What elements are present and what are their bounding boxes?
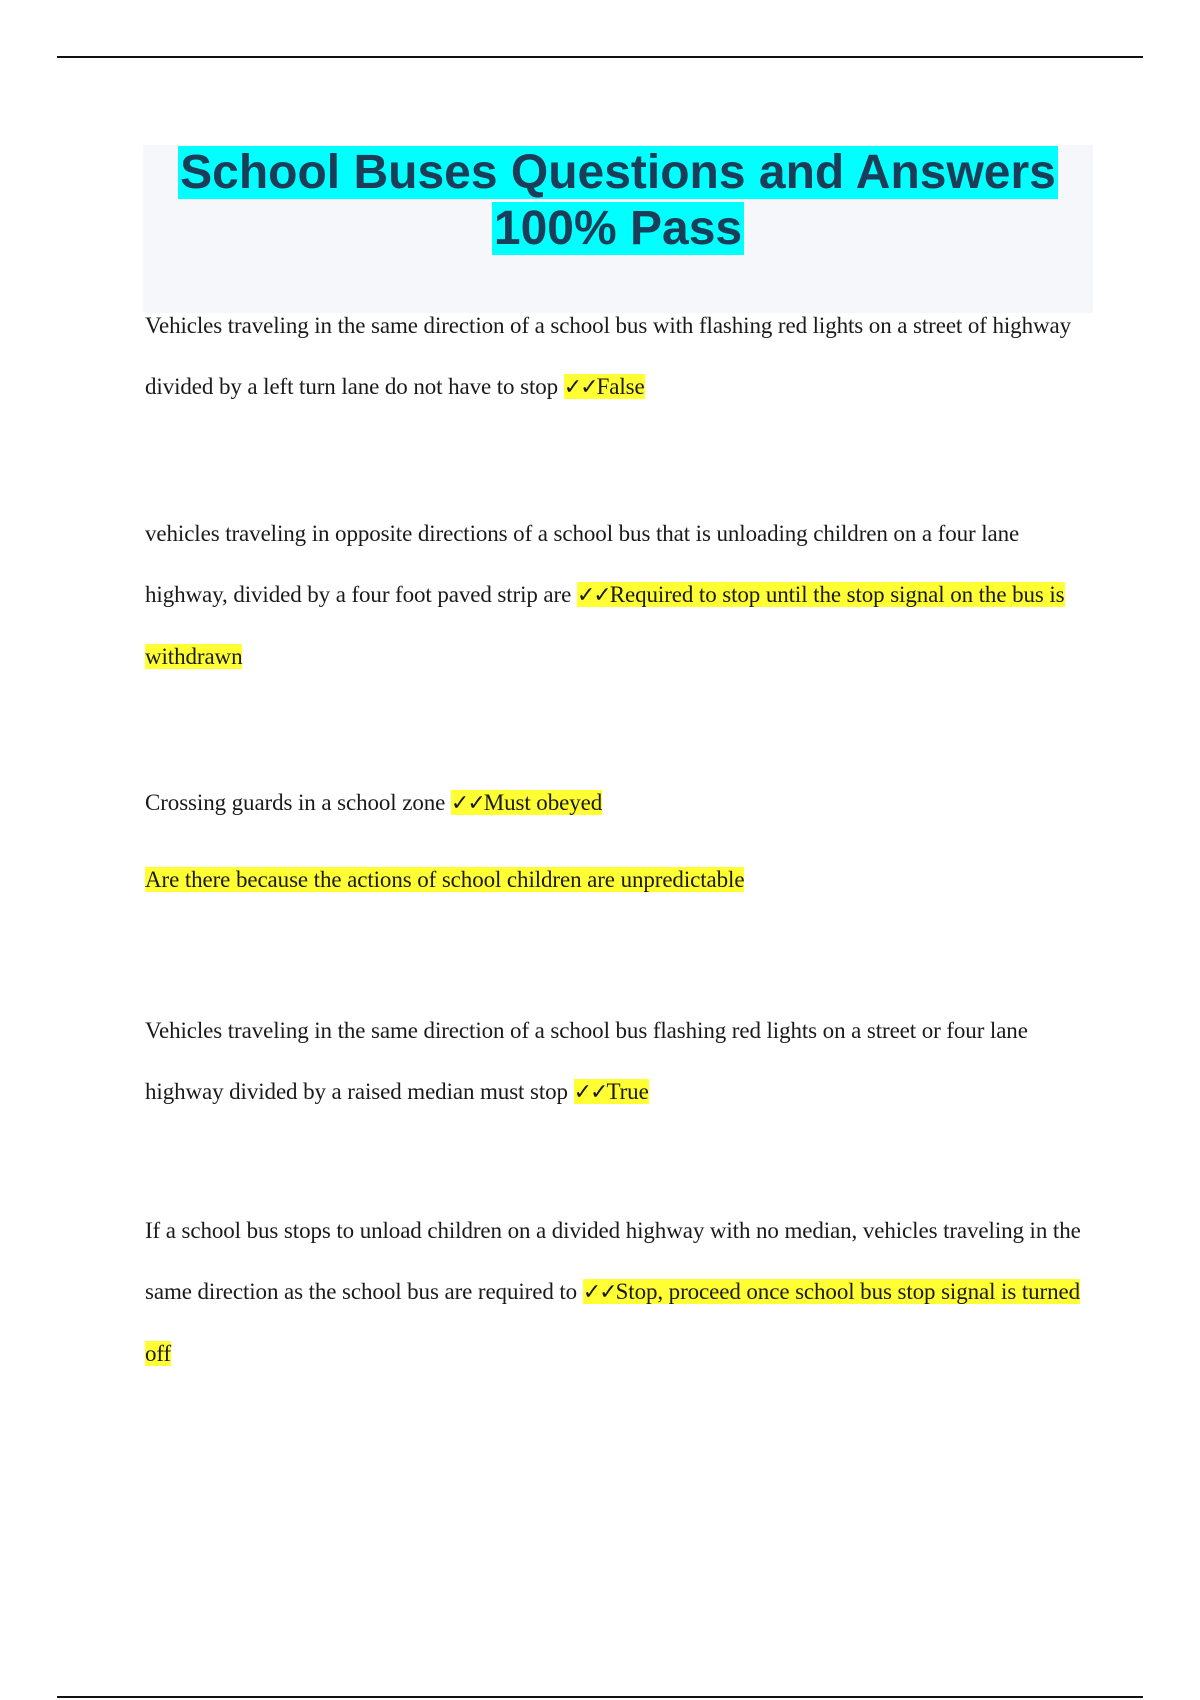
question-2: vehicles traveling in opposite directions of a school bus that is unloading children on a four lane highway, divided by a four foot paved strip are [145, 521, 1020, 607]
answer-4: True [606, 1079, 649, 1104]
check-mark-icon: ✓✓ [573, 1080, 607, 1105]
answer-2: Required to stop until the stop signal on the bus is withdrawn [145, 582, 1065, 669]
answer-1-highlight [564, 374, 645, 399]
document-title-text: School Buses Questions and Answers 100% Pass [180, 146, 1056, 255]
answer-4-highlight [574, 1079, 649, 1104]
question-3: Crossing guards in a school zone [145, 790, 451, 815]
qa-item-4 [145, 1000, 1095, 1123]
title-band [143, 145, 1093, 313]
check-mark-icon: ✓✓ [576, 583, 610, 608]
answer-3-highlight [451, 790, 602, 815]
answer-3: Must obeyed [483, 790, 603, 815]
top-rule [57, 56, 1143, 58]
qa-item-2 [145, 503, 1095, 687]
question-4: Vehicles traveling in the same direction of a school bus flashing red lights on a street or four lane highway divided by a raised median must stop [145, 1018, 1028, 1104]
qa-item-3-extra [145, 849, 1095, 910]
bottom-rule [57, 1696, 1143, 1698]
question-1: Vehicles traveling in the same direction of a school bus with flashing red lights on a street of highway divided by a left turn lane do not have to stop [145, 313, 1071, 399]
answer-3-extra: Are there because the actions of school children are unpredictable [145, 867, 745, 892]
qa-item-5 [145, 1200, 1095, 1384]
check-mark-icon: ✓✓ [450, 791, 484, 816]
qa-item-1 [145, 295, 1095, 418]
qa-item-3 [145, 772, 1095, 834]
document-title [143, 145, 1093, 257]
answer-5: Stop, proceed once school bus stop signal is turned off [145, 1279, 1081, 1366]
question-5: If a school bus stops to unload children on a divided highway with no median, vehicles traveling in the same direction as the school bus are required to [145, 1218, 1081, 1304]
check-mark-icon: ✓✓ [563, 375, 597, 400]
answer-1: False [596, 374, 645, 399]
check-mark-icon: ✓✓ [582, 1280, 616, 1305]
